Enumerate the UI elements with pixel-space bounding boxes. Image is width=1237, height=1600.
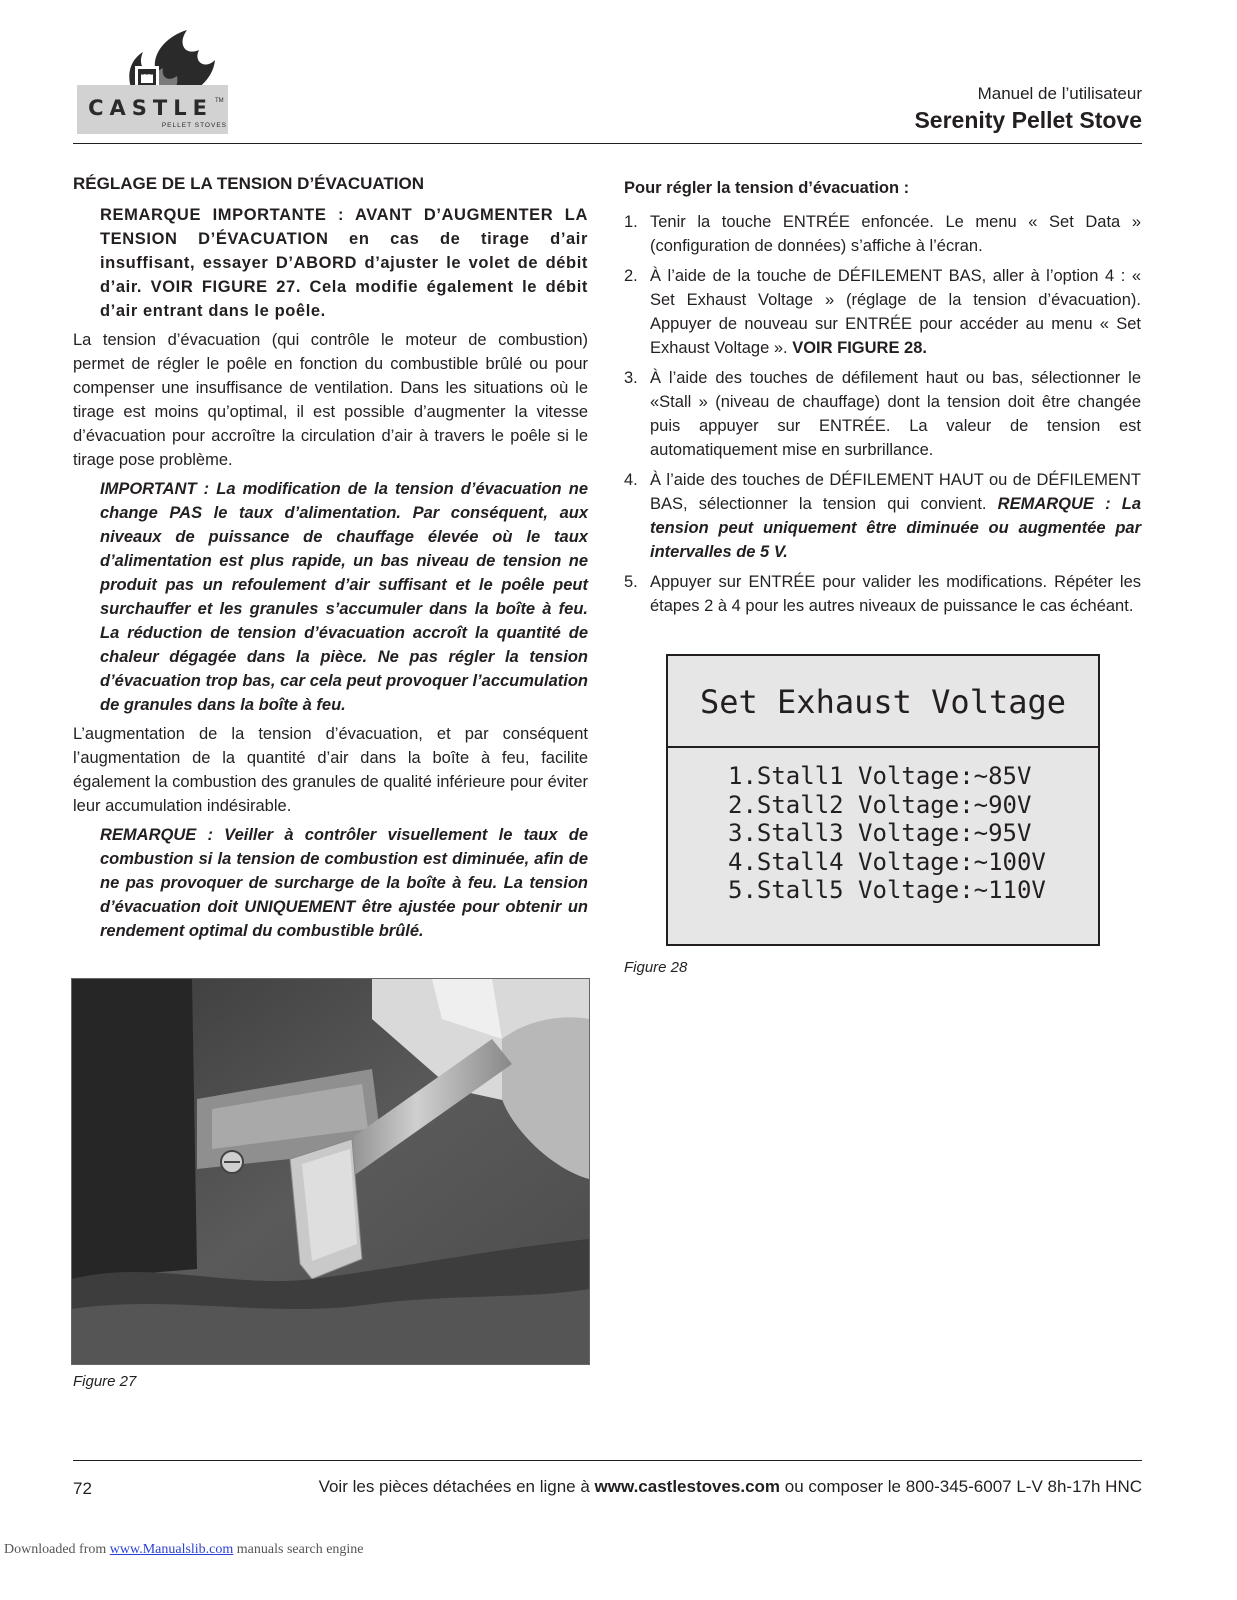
step-number: 4. bbox=[624, 471, 638, 489]
logo-tagline: PELLET STOVES bbox=[161, 122, 227, 129]
steps-heading: Pour régler la tension d’évacuation : bbox=[624, 179, 910, 197]
download-attribution bbox=[4, 1542, 364, 1558]
logo-brand: CASTLE bbox=[88, 96, 213, 120]
section-heading: RÉGLAGE DE LA TENSION D’ÉVACUATION bbox=[73, 174, 425, 193]
model-title: Serenity Pellet Stove bbox=[914, 107, 1142, 133]
list-item bbox=[624, 468, 1141, 564]
body-paragraph: La tension d’évacuation (qui contrôle le moteur de combustion) permet de régler le poêle en fonction du combustible brûlé ou pour compenser une insuffisance de ventilation. Dans les situations où le tirage est moins qu’optimal, il est possible d’augmenter la vitesse d’évacuation pour accroître la circulation d’air à travers le poêle si le tirage pose problème. bbox=[73, 331, 588, 469]
display-title: Set Exhaust Voltage bbox=[699, 683, 1067, 721]
important-warning: IMPORTANT : La modification de la tension d’évacuation ne change PAS le taux d’alimentation. Par conséquent, aux niveaux de puissance de chauffage élevée où le taux d’alimentation est plus rapide, un bas niveau de tension ne produit pas un refoulement d’air suffisant et le poêle peut surchauffer et les granules s’accumuler dans la boîte à feu. La réduction de tension d’évacuation accroît la quantité de chaleur dégagée dans la pièce. Ne pas régler la tension d’évacuation trop bas, car cela peut provoquer l’accumulation de granules dans la boîte à feu. bbox=[100, 480, 588, 714]
voltage-display-screen bbox=[666, 654, 1100, 946]
website-link[interactable]: www.castlestoves.com bbox=[594, 1477, 781, 1496]
header-divider bbox=[73, 143, 1142, 144]
figure-28-caption: Figure 28 bbox=[624, 959, 688, 976]
download-suffix: manuals search engine bbox=[233, 1542, 364, 1557]
step-text: Tenir la touche ENTRÉE enfoncée. Le menu « Set Data » (configuration de données) s’affiche à l’écran. bbox=[650, 213, 1141, 255]
manual-label: Manuel de l’utilisateur bbox=[977, 84, 1142, 103]
display-lines bbox=[728, 762, 1046, 905]
right-column bbox=[624, 172, 1141, 624]
damper-adjustment-photo bbox=[71, 978, 590, 1365]
step-number: 3. bbox=[624, 369, 638, 387]
remark-note: REMARQUE : Veiller à contrôler visuellement le taux de combustion si la tension de combustion est diminuée, afin de ne pas provoquer de surcharge de la boîte à feu. La tension d’évacuation doit UNIQUEMENT être ajustée pour obtenir un rendement optimal du combustible brûlé. bbox=[100, 826, 588, 940]
display-line: 3.Stall3 Voltage:~95V bbox=[728, 819, 1032, 847]
manualslib-link[interactable]: www.Manualslib.com bbox=[109, 1542, 234, 1557]
footer-divider bbox=[73, 1460, 1142, 1461]
step-remark: REMARQUE : La tension peut uniquement être diminuée ou augmentée par intervalles de 5 V. bbox=[650, 495, 1142, 561]
step-number: 1. bbox=[624, 213, 638, 231]
list-item bbox=[624, 210, 1141, 258]
step-number: 2. bbox=[624, 267, 638, 285]
list-item bbox=[624, 570, 1141, 618]
steps-list bbox=[624, 210, 1141, 618]
step-text: À l’aide des touches de défilement haut ou bas, sélectionner le «Stall » (niveau de chauffage) dont la tension doit être changée puis appuyer sur ENTRÉE. La valeur de tension est automatiquement mise en surbrillance. bbox=[650, 369, 1141, 459]
figure-27-caption: Figure 27 bbox=[73, 1373, 137, 1390]
display-line: 2.Stall2 Voltage:~90V bbox=[728, 790, 1032, 819]
figure-reference: VOIR FIGURE 28. bbox=[792, 339, 927, 357]
left-column bbox=[73, 172, 588, 948]
display-title-bar bbox=[668, 656, 1098, 748]
castle-logo bbox=[75, 22, 230, 136]
display-line: 1.Stall1 Voltage:~85V bbox=[728, 762, 1032, 790]
page-number: 72 bbox=[73, 1479, 92, 1498]
step-text: À l’aide des touches de DÉFILEMENT HAUT ou de DÉFILEMENT BAS, sélectionner la tension qui convient. bbox=[650, 471, 1141, 513]
logo-trademark: TM bbox=[215, 98, 224, 104]
display-line: 4.Stall4 Voltage:~100V bbox=[728, 847, 1046, 876]
damper-photo-image bbox=[72, 979, 589, 1364]
step-number: 5. bbox=[624, 573, 638, 591]
display-line: 5.Stall5 Voltage:~110V bbox=[728, 876, 1046, 904]
step-text: Appuyer sur ENTRÉE pour valider les modifications. Répéter les étapes 2 à 4 pour les autres niveaux de puissance le cas échéant. bbox=[650, 573, 1141, 615]
list-item bbox=[624, 264, 1141, 360]
footer-text-after: ou composer le 800-345-6007 L-V 8h-17h HNC bbox=[780, 1477, 1142, 1496]
footer-text-before: Voir les pièces détachées en ligne à bbox=[318, 1477, 595, 1496]
footer-contact bbox=[319, 1477, 1142, 1497]
step-text: À l’aide de la touche de DÉFILEMENT BAS, aller à l’option 4 : « Set Exhaust Voltage » (réglage de la tension d’évacuation). Appuyer de nouveau sur ENTRÉE pour accéder au menu « Set Exhaust Voltage ». bbox=[650, 267, 1141, 357]
body-paragraph: L’augmentation de la tension d’évacuation, et par conséquent l’augmentation de la quantité d’air dans la boîte à feu, facilite également la combustion des granules de qualité inférieure pour éviter leur accumulation indésirable. bbox=[73, 725, 588, 815]
list-item bbox=[624, 366, 1141, 462]
important-remark: REMARQUE IMPORTANTE : AVANT D’AUGMENTER LA TENSION D’ÉVACUATION en cas de tirage d’air insuffisant, essayer D’ABORD d’ajuster le volet de débit d’air. VOIR FIGURE 27. Cela modifie également le débit d’air entrant dans le poêle. bbox=[100, 206, 588, 320]
download-prefix: Downloaded from bbox=[4, 1542, 110, 1557]
